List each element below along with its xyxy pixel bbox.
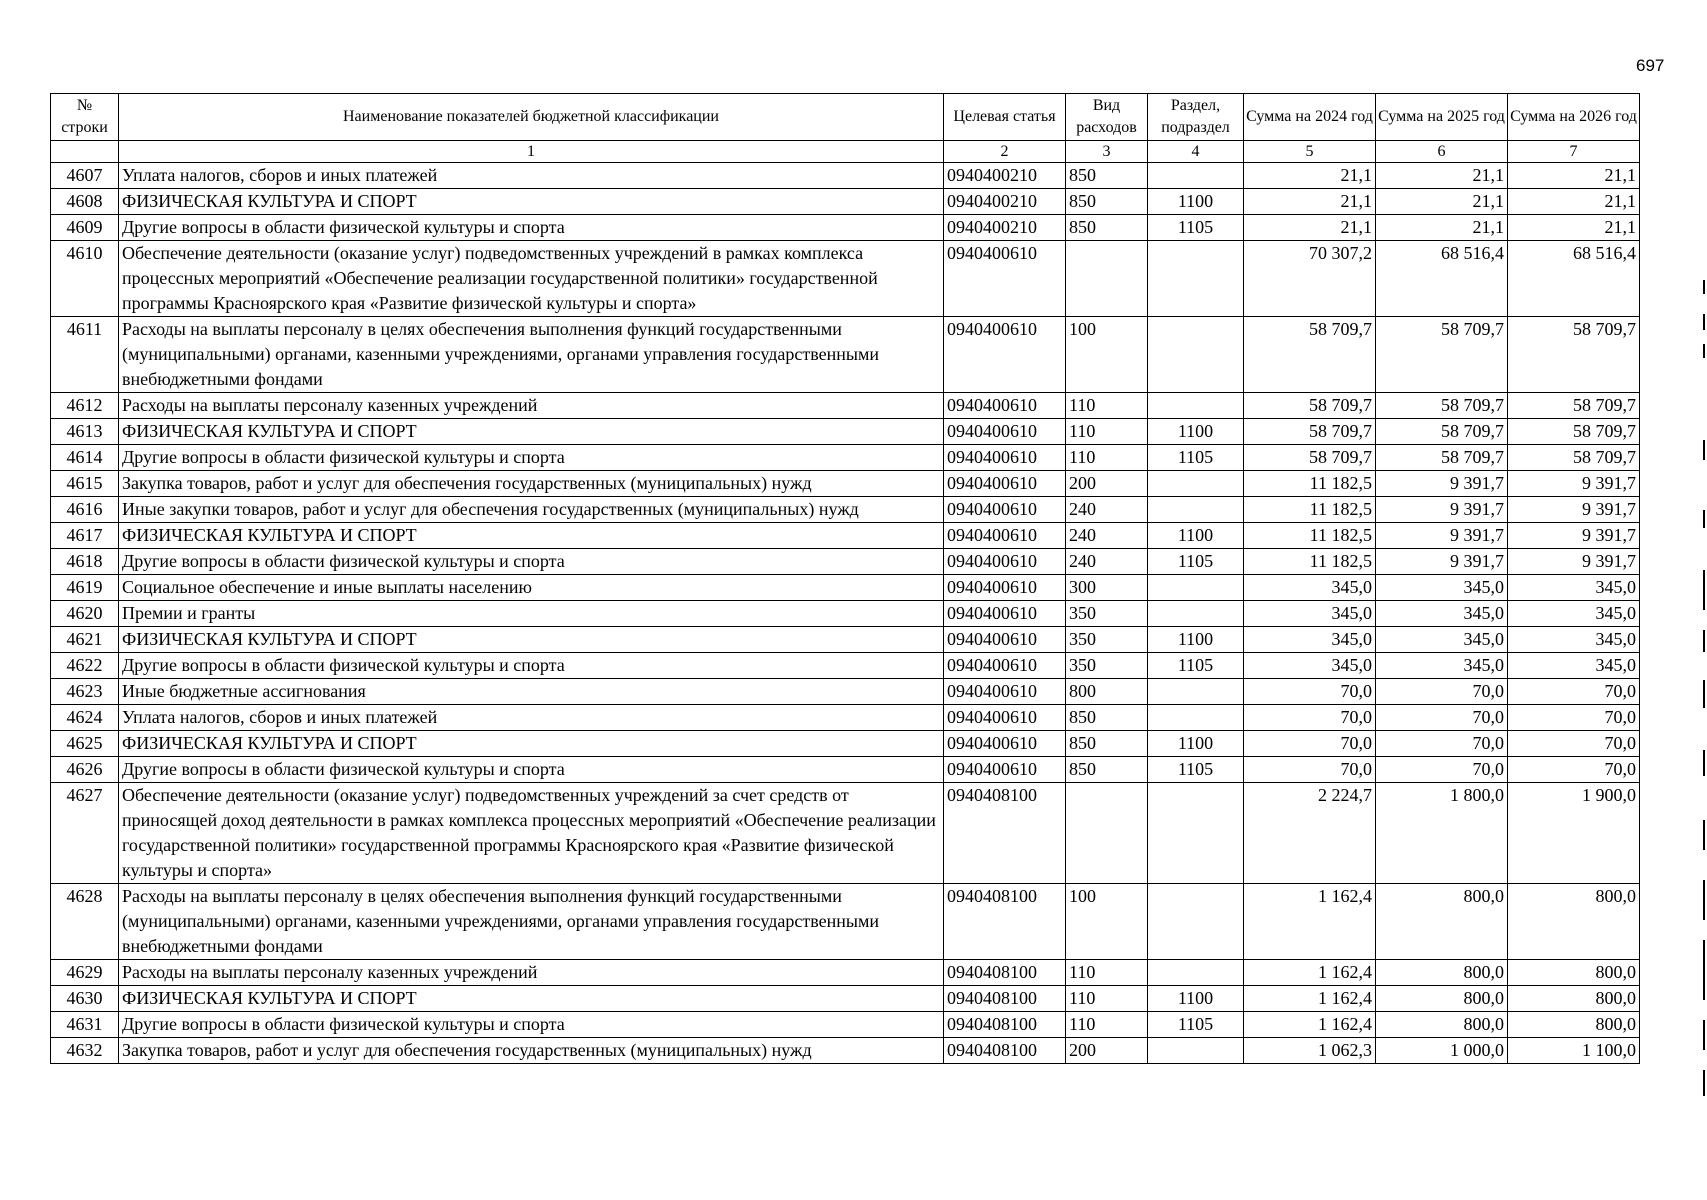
sum-2025-cell: 800,0 (1376, 1012, 1508, 1038)
target-article-cell: 0940408100 (944, 986, 1066, 1012)
indicator-name-cell: Уплата налогов, сборов и иных платежей (119, 705, 944, 731)
row-number-cell: 4627 (51, 783, 119, 884)
sum-2024-cell: 11 182,5 (1244, 471, 1376, 497)
sum-2026-cell: 70,0 (1508, 679, 1640, 705)
row-number-cell: 4614 (51, 445, 119, 471)
section-cell (1148, 393, 1244, 419)
edge-mark (1703, 570, 1705, 610)
target-article-cell: 0940400610 (944, 679, 1066, 705)
indicator-name-cell: Закупка товаров, работ и услуг для обеспечения государственных (муниципальных) нужд (119, 1038, 944, 1064)
indicator-name-cell: ФИЗИЧЕСКАЯ КУЛЬТУРА И СПОРТ (119, 523, 944, 549)
table-row (51, 189, 1640, 215)
sum-2025-cell: 1 800,0 (1376, 783, 1508, 884)
section-cell: 1100 (1148, 523, 1244, 549)
column-number: 7 (1508, 141, 1640, 163)
indicator-name-cell: Другие вопросы в области физической культуры и спорта (119, 1012, 944, 1038)
row-number-cell: 4613 (51, 419, 119, 445)
table-row (51, 1038, 1640, 1064)
expense-kind-cell: 350 (1066, 653, 1148, 679)
indicator-name-cell: Другие вопросы в области физической культуры и спорта (119, 549, 944, 575)
section-cell (1148, 497, 1244, 523)
sum-2026-cell: 9 391,7 (1508, 471, 1640, 497)
sum-2026-cell: 345,0 (1508, 575, 1640, 601)
target-article-cell: 0940400610 (944, 731, 1066, 757)
target-article-cell: 0940408100 (944, 1012, 1066, 1038)
indicator-name-cell: ФИЗИЧЕСКАЯ КУЛЬТУРА И СПОРТ (119, 419, 944, 445)
edge-mark (1703, 314, 1705, 330)
section-cell (1148, 471, 1244, 497)
expense-kind-cell: 200 (1066, 1038, 1148, 1064)
sum-2024-cell: 1 062,3 (1244, 1038, 1376, 1064)
section-cell: 1105 (1148, 653, 1244, 679)
sum-2024-cell: 58 709,7 (1244, 419, 1376, 445)
sum-2024-cell: 11 182,5 (1244, 497, 1376, 523)
sum-2026-cell: 58 709,7 (1508, 445, 1640, 471)
sum-2024-cell: 11 182,5 (1244, 523, 1376, 549)
section-cell (1148, 1038, 1244, 1064)
indicator-name-cell: ФИЗИЧЕСКАЯ КУЛЬТУРА И СПОРТ (119, 731, 944, 757)
target-article-cell: 0940400610 (944, 627, 1066, 653)
section-cell (1148, 705, 1244, 731)
table-row (51, 601, 1640, 627)
section-cell (1148, 575, 1244, 601)
table-row (51, 1012, 1640, 1038)
sum-2024-cell: 21,1 (1244, 163, 1376, 189)
row-number-cell: 4629 (51, 960, 119, 986)
target-article-cell: 0940400610 (944, 705, 1066, 731)
target-article-cell: 0940400610 (944, 471, 1066, 497)
indicator-name-cell: Обеспечение деятельности (оказание услуг) подведомственных учреждений за счет средств от приносящей доход деятельности в рамках комплекса процессных мероприятий «Обеспечение реализации государственной политики» государственной программы Красноярского края «Развитие физической культуры и спорта» (119, 783, 944, 884)
row-number-cell: 4632 (51, 1038, 119, 1064)
row-number-cell: 4611 (51, 317, 119, 393)
indicator-name-cell: Закупка товаров, работ и услуг для обеспечения государственных (муниципальных) нужд (119, 471, 944, 497)
section-cell: 1100 (1148, 731, 1244, 757)
sum-2025-cell: 70,0 (1376, 757, 1508, 783)
row-number-cell: 4630 (51, 986, 119, 1012)
sum-2024-cell: 345,0 (1244, 653, 1376, 679)
table-body (51, 163, 1640, 1064)
row-number-cell: 4622 (51, 653, 119, 679)
sum-2024-cell: 11 182,5 (1244, 549, 1376, 575)
edge-mark (1703, 880, 1705, 920)
header-sum-2026: Сумма на 2026 год (1508, 94, 1640, 141)
expense-kind-cell (1066, 241, 1148, 317)
section-cell: 1100 (1148, 419, 1244, 445)
edge-mark (1703, 680, 1705, 708)
sum-2025-cell: 70,0 (1376, 679, 1508, 705)
edge-mark (1703, 440, 1705, 460)
target-article-cell: 0940400610 (944, 653, 1066, 679)
edge-mark (1703, 510, 1705, 528)
sum-2026-cell: 70,0 (1508, 757, 1640, 783)
edge-mark (1703, 940, 1705, 1000)
column-number: 3 (1066, 141, 1148, 163)
sum-2025-cell: 21,1 (1376, 163, 1508, 189)
section-cell: 1105 (1148, 445, 1244, 471)
sum-2024-cell: 58 709,7 (1244, 445, 1376, 471)
row-number-cell: 4624 (51, 705, 119, 731)
expense-kind-cell: 100 (1066, 317, 1148, 393)
section-cell: 1105 (1148, 757, 1244, 783)
target-article-cell: 0940400610 (944, 757, 1066, 783)
table-row (51, 471, 1640, 497)
header-row (51, 94, 1640, 141)
expense-kind-cell: 300 (1066, 575, 1148, 601)
section-cell (1148, 884, 1244, 960)
sum-2026-cell: 800,0 (1508, 960, 1640, 986)
sum-2026-cell: 21,1 (1508, 189, 1640, 215)
expense-kind-cell: 350 (1066, 627, 1148, 653)
indicator-name-cell: Другие вопросы в области физической культуры и спорта (119, 215, 944, 241)
indicator-name-cell: Иные закупки товаров, работ и услуг для обеспечения государственных (муниципальных) нужд (119, 497, 944, 523)
table-row (51, 679, 1640, 705)
section-cell: 1100 (1148, 627, 1244, 653)
table-row (51, 627, 1640, 653)
expense-kind-cell: 110 (1066, 419, 1148, 445)
table-row (51, 884, 1640, 960)
table-row (51, 419, 1640, 445)
sum-2026-cell: 68 516,4 (1508, 241, 1640, 317)
sum-2026-cell: 9 391,7 (1508, 523, 1640, 549)
sum-2026-cell: 9 391,7 (1508, 497, 1640, 523)
header-target-article: Целевая статья (944, 94, 1066, 141)
sum-2025-cell: 58 709,7 (1376, 317, 1508, 393)
target-article-cell: 0940400210 (944, 215, 1066, 241)
sum-2024-cell: 1 162,4 (1244, 1012, 1376, 1038)
table-row (51, 757, 1640, 783)
expense-kind-cell: 110 (1066, 960, 1148, 986)
expense-kind-cell: 800 (1066, 679, 1148, 705)
target-article-cell: 0940400610 (944, 393, 1066, 419)
indicator-name-cell: ФИЗИЧЕСКАЯ КУЛЬТУРА И СПОРТ (119, 627, 944, 653)
row-number-cell: 4612 (51, 393, 119, 419)
header-expense-kind: Вид расходов (1066, 94, 1148, 141)
sum-2024-cell: 70,0 (1244, 731, 1376, 757)
section-cell (1148, 163, 1244, 189)
row-number-cell: 4628 (51, 884, 119, 960)
edge-mark (1703, 820, 1705, 850)
section-cell: 1100 (1148, 986, 1244, 1012)
header-section: Раздел, подраздел (1148, 94, 1244, 141)
sum-2024-cell: 70 307,2 (1244, 241, 1376, 317)
target-article-cell: 0940400210 (944, 163, 1066, 189)
edge-mark (1703, 344, 1705, 358)
section-cell (1148, 317, 1244, 393)
target-article-cell: 0940400210 (944, 189, 1066, 215)
section-cell (1148, 601, 1244, 627)
column-number: 6 (1376, 141, 1508, 163)
section-cell: 1105 (1148, 1012, 1244, 1038)
table-row (51, 163, 1640, 189)
row-number-cell: 4607 (51, 163, 119, 189)
budget-table (50, 93, 1640, 1064)
indicator-name-cell: Расходы на выплаты персоналу казенных учреждений (119, 960, 944, 986)
section-cell (1148, 241, 1244, 317)
sum-2025-cell: 21,1 (1376, 189, 1508, 215)
expense-kind-cell: 850 (1066, 705, 1148, 731)
sum-2024-cell: 21,1 (1244, 215, 1376, 241)
target-article-cell: 0940400610 (944, 601, 1066, 627)
indicator-name-cell: ФИЗИЧЕСКАЯ КУЛЬТУРА И СПОРТ (119, 189, 944, 215)
sum-2025-cell: 345,0 (1376, 601, 1508, 627)
expense-kind-cell: 850 (1066, 731, 1148, 757)
sum-2026-cell: 345,0 (1508, 627, 1640, 653)
header-row-no: № строки (51, 94, 119, 141)
target-article-cell: 0940400610 (944, 523, 1066, 549)
header-sum-2025: Сумма на 2025 год (1376, 94, 1508, 141)
sum-2024-cell: 58 709,7 (1244, 317, 1376, 393)
section-cell: 1100 (1148, 189, 1244, 215)
expense-kind-cell: 350 (1066, 601, 1148, 627)
sum-2025-cell: 1 000,0 (1376, 1038, 1508, 1064)
section-cell (1148, 679, 1244, 705)
sum-2024-cell: 58 709,7 (1244, 393, 1376, 419)
edge-mark (1703, 280, 1705, 294)
sum-2026-cell: 800,0 (1508, 986, 1640, 1012)
expense-kind-cell: 110 (1066, 445, 1148, 471)
sum-2026-cell: 70,0 (1508, 731, 1640, 757)
sum-2025-cell: 68 516,4 (1376, 241, 1508, 317)
indicator-name-cell: Другие вопросы в области физической культуры и спорта (119, 653, 944, 679)
target-article-cell: 0940400610 (944, 445, 1066, 471)
table-row (51, 960, 1640, 986)
column-number (51, 141, 119, 163)
table-row (51, 653, 1640, 679)
row-number-cell: 4625 (51, 731, 119, 757)
row-number-cell: 4631 (51, 1012, 119, 1038)
table-row (51, 731, 1640, 757)
sum-2024-cell: 70,0 (1244, 757, 1376, 783)
sum-2025-cell: 70,0 (1376, 705, 1508, 731)
section-cell (1148, 783, 1244, 884)
target-article-cell: 0940408100 (944, 1038, 1066, 1064)
target-article-cell: 0940400610 (944, 419, 1066, 445)
sum-2024-cell: 1 162,4 (1244, 986, 1376, 1012)
row-number-cell: 4621 (51, 627, 119, 653)
header-sum-2024: Сумма на 2024 год (1244, 94, 1376, 141)
sum-2024-cell: 21,1 (1244, 189, 1376, 215)
sum-2026-cell: 800,0 (1508, 884, 1640, 960)
indicator-name-cell: Премии и гранты (119, 601, 944, 627)
header-name: Наименование показателей бюджетной классификации (119, 94, 944, 141)
table-row (51, 497, 1640, 523)
table-row (51, 523, 1640, 549)
row-number-cell: 4610 (51, 241, 119, 317)
row-number-cell: 4619 (51, 575, 119, 601)
sum-2026-cell: 21,1 (1508, 215, 1640, 241)
table-row (51, 549, 1640, 575)
sum-2026-cell: 58 709,7 (1508, 317, 1640, 393)
expense-kind-cell: 110 (1066, 393, 1148, 419)
sum-2025-cell: 345,0 (1376, 627, 1508, 653)
target-article-cell: 0940400610 (944, 575, 1066, 601)
table-row (51, 393, 1640, 419)
edge-mark (1703, 630, 1705, 652)
sum-2024-cell: 345,0 (1244, 601, 1376, 627)
column-number: 4 (1148, 141, 1244, 163)
sum-2024-cell: 345,0 (1244, 575, 1376, 601)
sum-2024-cell: 70,0 (1244, 705, 1376, 731)
table-row (51, 215, 1640, 241)
expense-kind-cell (1066, 783, 1148, 884)
expense-kind-cell: 240 (1066, 497, 1148, 523)
target-article-cell: 0940408100 (944, 884, 1066, 960)
row-number-cell: 4618 (51, 549, 119, 575)
sum-2025-cell: 21,1 (1376, 215, 1508, 241)
section-cell: 1105 (1148, 549, 1244, 575)
table-row (51, 575, 1640, 601)
sum-2026-cell: 58 709,7 (1508, 393, 1640, 419)
target-article-cell: 0940408100 (944, 960, 1066, 986)
sum-2026-cell: 21,1 (1508, 163, 1640, 189)
indicator-name-cell: Обеспечение деятельности (оказание услуг) подведомственных учреждений в рамках комплекса процессных мероприятий «Обеспечение реализации государственной политики» государственной программы Красноярского края «Развитие физической культуры и спорта» (119, 241, 944, 317)
sum-2026-cell: 9 391,7 (1508, 549, 1640, 575)
sum-2024-cell: 345,0 (1244, 627, 1376, 653)
indicator-name-cell: Социальное обеспечение и иные выплаты населению (119, 575, 944, 601)
sum-2026-cell: 70,0 (1508, 705, 1640, 731)
indicator-name-cell: Другие вопросы в области физической культуры и спорта (119, 757, 944, 783)
expense-kind-cell: 850 (1066, 215, 1148, 241)
indicator-name-cell: Уплата налогов, сборов и иных платежей (119, 163, 944, 189)
expense-kind-cell: 240 (1066, 549, 1148, 575)
indicator-name-cell: Расходы на выплаты персоналу казенных учреждений (119, 393, 944, 419)
target-article-cell: 0940400610 (944, 317, 1066, 393)
sum-2025-cell: 800,0 (1376, 986, 1508, 1012)
sum-2025-cell: 800,0 (1376, 884, 1508, 960)
row-number-cell: 4608 (51, 189, 119, 215)
target-article-cell: 0940400610 (944, 497, 1066, 523)
sum-2026-cell: 1 100,0 (1508, 1038, 1640, 1064)
edge-mark (1703, 1070, 1705, 1096)
sum-2026-cell: 345,0 (1508, 653, 1640, 679)
sum-2025-cell: 58 709,7 (1376, 445, 1508, 471)
sum-2024-cell: 2 224,7 (1244, 783, 1376, 884)
sum-2026-cell: 1 900,0 (1508, 783, 1640, 884)
row-number-cell: 4620 (51, 601, 119, 627)
section-cell: 1105 (1148, 215, 1244, 241)
sum-2026-cell: 58 709,7 (1508, 419, 1640, 445)
expense-kind-cell: 100 (1066, 884, 1148, 960)
sum-2026-cell: 800,0 (1508, 1012, 1640, 1038)
sum-2024-cell: 1 162,4 (1244, 884, 1376, 960)
column-number-row (51, 141, 1640, 163)
table-row (51, 783, 1640, 884)
target-article-cell: 0940400610 (944, 549, 1066, 575)
sum-2025-cell: 345,0 (1376, 575, 1508, 601)
table-row (51, 986, 1640, 1012)
indicator-name-cell: Расходы на выплаты персоналу в целях обеспечения выполнения функций государственными (муниципальными) органами, казенными учреждениями, органами управления государственными внебюджетными фондами (119, 317, 944, 393)
sum-2025-cell: 58 709,7 (1376, 419, 1508, 445)
target-article-cell: 0940400610 (944, 241, 1066, 317)
sum-2024-cell: 70,0 (1244, 679, 1376, 705)
expense-kind-cell: 110 (1066, 986, 1148, 1012)
sum-2025-cell: 800,0 (1376, 960, 1508, 986)
section-cell (1148, 960, 1244, 986)
row-number-cell: 4623 (51, 679, 119, 705)
sum-2024-cell: 1 162,4 (1244, 960, 1376, 986)
table-row (51, 705, 1640, 731)
table-row (51, 445, 1640, 471)
table-row (51, 241, 1640, 317)
page-number: 697 (1636, 56, 1665, 75)
sum-2025-cell: 58 709,7 (1376, 393, 1508, 419)
row-number-cell: 4615 (51, 471, 119, 497)
expense-kind-cell: 110 (1066, 1012, 1148, 1038)
column-number: 5 (1244, 141, 1376, 163)
scan-edge-marks (1703, 280, 1704, 1180)
row-number-cell: 4609 (51, 215, 119, 241)
sum-2025-cell: 9 391,7 (1376, 471, 1508, 497)
sum-2025-cell: 9 391,7 (1376, 497, 1508, 523)
sum-2025-cell: 345,0 (1376, 653, 1508, 679)
expense-kind-cell: 200 (1066, 471, 1148, 497)
indicator-name-cell: Иные бюджетные ассигнования (119, 679, 944, 705)
expense-kind-cell: 850 (1066, 163, 1148, 189)
expense-kind-cell: 850 (1066, 757, 1148, 783)
target-article-cell: 0940408100 (944, 783, 1066, 884)
column-number: 2 (944, 141, 1066, 163)
indicator-name-cell: ФИЗИЧЕСКАЯ КУЛЬТУРА И СПОРТ (119, 986, 944, 1012)
sum-2025-cell: 9 391,7 (1376, 549, 1508, 575)
row-number-cell: 4617 (51, 523, 119, 549)
edge-mark (1703, 1020, 1705, 1050)
indicator-name-cell: Другие вопросы в области физической культуры и спорта (119, 445, 944, 471)
edge-mark (1703, 750, 1705, 776)
sum-2025-cell: 70,0 (1376, 731, 1508, 757)
row-number-cell: 4626 (51, 757, 119, 783)
row-number-cell: 4616 (51, 497, 119, 523)
indicator-name-cell: Расходы на выплаты персоналу в целях обеспечения выполнения функций государственными (муниципальными) органами, казенными учреждениями, органами управления государственными внебюджетными фондами (119, 884, 944, 960)
column-number: 1 (119, 141, 944, 163)
sum-2025-cell: 9 391,7 (1376, 523, 1508, 549)
table-row (51, 317, 1640, 393)
expense-kind-cell: 850 (1066, 189, 1148, 215)
sum-2026-cell: 345,0 (1508, 601, 1640, 627)
expense-kind-cell: 240 (1066, 523, 1148, 549)
